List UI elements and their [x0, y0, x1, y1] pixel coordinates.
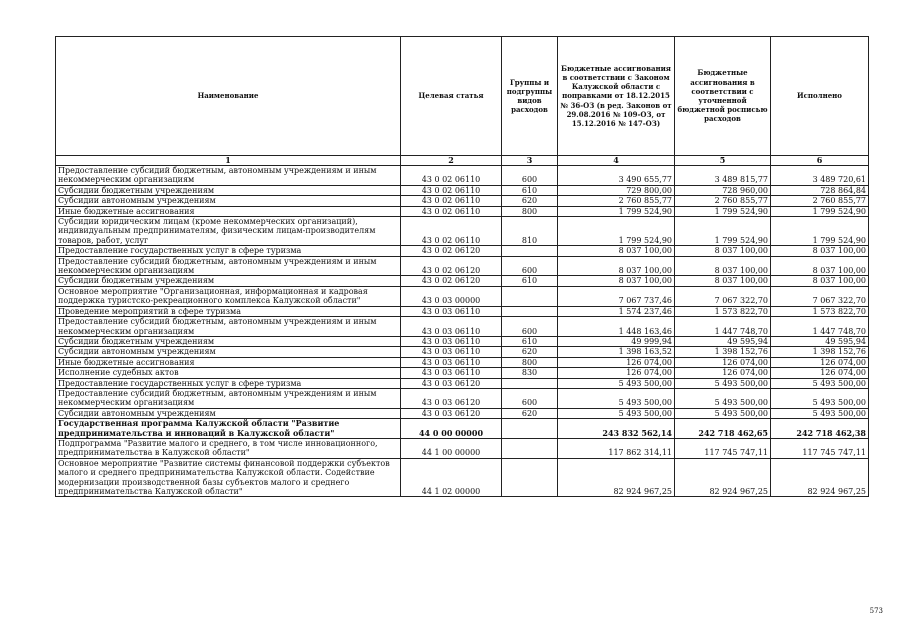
- row-schedule-amount: 117 745 747,11: [675, 438, 771, 458]
- row-name: Государственная программа Калужской области "Развитие предпринимательства и инноваций в Калужской области": [56, 419, 401, 439]
- row-target-code: 43 0 02 06110: [401, 196, 502, 206]
- row-target-code: 43 0 02 06110: [401, 206, 502, 216]
- row-target-code: 43 0 02 06110: [401, 166, 502, 186]
- row-schedule-amount: 1 573 822,70: [675, 306, 771, 316]
- row-target-code: 43 0 03 06110: [401, 357, 502, 367]
- table-row: [56, 317, 869, 337]
- row-name: Предоставление субсидий бюджетным, автономным учреждениям и иным некоммерческим организациям: [56, 256, 401, 276]
- budget-table: [55, 36, 869, 497]
- table-row: [56, 256, 869, 276]
- row-name: Основное мероприятие "Организационная, информационная и кадровая поддержка туристско-рекреационного комплекса Калужской области": [56, 286, 401, 306]
- page-number: 573: [869, 607, 883, 615]
- column-number: 6: [771, 156, 869, 166]
- row-schedule-amount: 8 037 100,00: [675, 276, 771, 286]
- row-expense-group: [502, 438, 558, 458]
- table-body: [56, 166, 869, 497]
- table-row: [56, 217, 869, 246]
- header-row: [56, 37, 869, 156]
- table-row: [56, 458, 869, 497]
- row-target-code: 43 0 03 06120: [401, 408, 502, 418]
- row-law-amount: 1 448 163,46: [558, 317, 675, 337]
- row-expense-group: [502, 458, 558, 497]
- row-name: Подпрограмма "Развитие малого и среднего, в том числе инновационного, предпринимательства в Калужской области": [56, 438, 401, 458]
- row-target-code: 43 0 03 06120: [401, 388, 502, 408]
- row-target-code: 44 1 02 00000: [401, 458, 502, 497]
- row-schedule-amount: 242 718 462,65: [675, 419, 771, 439]
- row-schedule-amount: 1 799 524,90: [675, 217, 771, 246]
- table-row: [56, 347, 869, 357]
- table-row: [56, 438, 869, 458]
- row-expense-group: 610: [502, 336, 558, 346]
- row-schedule-amount: 3 489 815,77: [675, 166, 771, 186]
- row-expense-group: 830: [502, 368, 558, 378]
- row-executed-amount: 1 799 524,90: [771, 206, 869, 216]
- row-expense-group: [502, 306, 558, 316]
- row-schedule-amount: 126 074,00: [675, 357, 771, 367]
- row-schedule-amount: 1 799 524,90: [675, 206, 771, 216]
- row-expense-group: 800: [502, 206, 558, 216]
- row-expense-group: 800: [502, 357, 558, 367]
- row-target-code: 43 0 02 06110: [401, 185, 502, 195]
- row-expense-group: [502, 286, 558, 306]
- table-row: [56, 357, 869, 367]
- row-target-code: 43 0 02 06110: [401, 217, 502, 246]
- table-row: [56, 166, 869, 186]
- row-schedule-amount: 5 493 500,00: [675, 408, 771, 418]
- row-executed-amount: 2 760 855,77: [771, 196, 869, 206]
- row-name: Предоставление субсидий бюджетным, автономным учреждениям и иным некоммерческим организациям: [56, 317, 401, 337]
- row-executed-amount: 1 799 524,90: [771, 217, 869, 246]
- row-law-amount: 5 493 500,00: [558, 388, 675, 408]
- row-expense-group: 620: [502, 196, 558, 206]
- row-schedule-amount: 1 398 152,76: [675, 347, 771, 357]
- column-number: 1: [56, 156, 401, 166]
- row-target-code: 43 0 03 06110: [401, 306, 502, 316]
- row-executed-amount: 1 398 152,76: [771, 347, 869, 357]
- table-row: [56, 286, 869, 306]
- row-name: Субсидии юридическим лицам (кроме некоммерческих организаций), индивидуальным предпринимателям, физическим лицам-производителям товаров, работ, услуг: [56, 217, 401, 246]
- row-target-code: 43 0 03 06110: [401, 336, 502, 346]
- header-name: Наименование: [56, 37, 401, 156]
- row-name: Основное мероприятие "Развитие системы финансовой поддержки субъектов малого и среднего предпринимательства Калужской области. Содействие модернизации производственной базы субъектов малого и среднего предпринимательства Калужской области": [56, 458, 401, 497]
- row-executed-amount: 49 595,94: [771, 336, 869, 346]
- row-schedule-amount: 8 037 100,00: [675, 246, 771, 256]
- row-law-amount: 8 037 100,00: [558, 256, 675, 276]
- row-target-code: 44 1 00 00000: [401, 438, 502, 458]
- row-law-amount: 126 074,00: [558, 357, 675, 367]
- header-executed: Исполнено: [771, 37, 869, 156]
- row-expense-group: 610: [502, 276, 558, 286]
- row-target-code: 43 0 02 06120: [401, 256, 502, 276]
- row-law-amount: 126 074,00: [558, 368, 675, 378]
- row-law-amount: 5 493 500,00: [558, 378, 675, 388]
- table-row: [56, 306, 869, 316]
- row-name: Субсидии автономным учреждениям: [56, 408, 401, 418]
- row-executed-amount: 117 745 747,11: [771, 438, 869, 458]
- row-law-amount: 1 574 237,46: [558, 306, 675, 316]
- row-name: Исполнение судебных актов: [56, 368, 401, 378]
- row-executed-amount: 1 573 822,70: [771, 306, 869, 316]
- table-row: [56, 185, 869, 195]
- row-executed-amount: 5 493 500,00: [771, 378, 869, 388]
- row-schedule-amount: 1 447 748,70: [675, 317, 771, 337]
- row-law-amount: 8 037 100,00: [558, 276, 675, 286]
- row-schedule-amount: 8 037 100,00: [675, 256, 771, 276]
- row-target-code: 43 0 03 06110: [401, 317, 502, 337]
- header-groups: Группы и подгруппы видов расходов: [502, 37, 558, 156]
- row-executed-amount: 8 037 100,00: [771, 256, 869, 276]
- row-expense-group: [502, 378, 558, 388]
- row-executed-amount: 8 037 100,00: [771, 276, 869, 286]
- row-target-code: 43 0 03 06110: [401, 347, 502, 357]
- row-executed-amount: 3 489 720,61: [771, 166, 869, 186]
- row-law-amount: 1 398 163,52: [558, 347, 675, 357]
- table-row: [56, 388, 869, 408]
- row-name: Субсидии бюджетным учреждениям: [56, 336, 401, 346]
- row-name: Иные бюджетные ассигнования: [56, 206, 401, 216]
- row-name: Предоставление государственных услуг в сфере туризма: [56, 378, 401, 388]
- row-executed-amount: 1 447 748,70: [771, 317, 869, 337]
- row-schedule-amount: 49 595,94: [675, 336, 771, 346]
- row-law-amount: 2 760 855,77: [558, 196, 675, 206]
- column-number-row: [56, 156, 869, 166]
- row-law-amount: 5 493 500,00: [558, 408, 675, 418]
- row-target-code: 43 0 03 06110: [401, 368, 502, 378]
- row-name: Субсидии автономным учреждениям: [56, 196, 401, 206]
- row-executed-amount: 82 924 967,25: [771, 458, 869, 497]
- row-law-amount: 49 999,94: [558, 336, 675, 346]
- row-target-code: 43 0 02 06120: [401, 246, 502, 256]
- row-schedule-amount: 7 067 322,70: [675, 286, 771, 306]
- row-expense-group: 600: [502, 256, 558, 276]
- column-number: 2: [401, 156, 502, 166]
- row-expense-group: 600: [502, 166, 558, 186]
- row-executed-amount: 5 493 500,00: [771, 408, 869, 418]
- row-target-code: 43 0 02 06120: [401, 276, 502, 286]
- row-law-amount: 243 832 562,14: [558, 419, 675, 439]
- table-row: [56, 246, 869, 256]
- row-schedule-amount: 82 924 967,25: [675, 458, 771, 497]
- row-schedule-amount: 728 960,00: [675, 185, 771, 195]
- row-expense-group: 810: [502, 217, 558, 246]
- row-law-amount: 117 862 314,11: [558, 438, 675, 458]
- row-law-amount: 1 799 524,90: [558, 206, 675, 216]
- row-executed-amount: 7 067 322,70: [771, 286, 869, 306]
- header-schedule: Бюджетные ассигнования в соответствии с уточненной бюджетной росписью расходов: [675, 37, 771, 156]
- row-executed-amount: 8 037 100,00: [771, 246, 869, 256]
- row-expense-group: 620: [502, 347, 558, 357]
- row-name: Иные бюджетные ассигнования: [56, 357, 401, 367]
- row-name: Проведение мероприятий в сфере туризма: [56, 306, 401, 316]
- table-row: [56, 206, 869, 216]
- row-executed-amount: 242 718 462,38: [771, 419, 869, 439]
- row-expense-group: [502, 419, 558, 439]
- row-expense-group: [502, 246, 558, 256]
- row-schedule-amount: 5 493 500,00: [675, 378, 771, 388]
- table-row: [56, 196, 869, 206]
- header-law: Бюджетные ассигнования в соответствии с Законом Калужской области с поправками от 18.12.2015 № 36-ОЗ (в ред. Законов от 29.08.2016 № 109-ОЗ, от 15.12.2016 № 147-ОЗ): [558, 37, 675, 156]
- row-name: Предоставление субсидий бюджетным, автономным учреждениям и иным некоммерческим организациям: [56, 388, 401, 408]
- row-expense-group: 620: [502, 408, 558, 418]
- row-name: Субсидии бюджетным учреждениям: [56, 185, 401, 195]
- row-executed-amount: 126 074,00: [771, 368, 869, 378]
- row-law-amount: 729 800,00: [558, 185, 675, 195]
- row-expense-group: 600: [502, 388, 558, 408]
- row-executed-amount: 728 864,84: [771, 185, 869, 195]
- budget-sheet: [55, 36, 868, 497]
- row-target-code: 44 0 00 00000: [401, 419, 502, 439]
- row-law-amount: 82 924 967,25: [558, 458, 675, 497]
- row-executed-amount: 126 074,00: [771, 357, 869, 367]
- row-target-code: 43 0 03 06120: [401, 378, 502, 388]
- column-number: 4: [558, 156, 675, 166]
- row-law-amount: 3 490 655,77: [558, 166, 675, 186]
- table-row: [56, 419, 869, 439]
- row-schedule-amount: 2 760 855,77: [675, 196, 771, 206]
- column-number: 3: [502, 156, 558, 166]
- table-row: [56, 368, 869, 378]
- column-number: 5: [675, 156, 771, 166]
- row-expense-group: 600: [502, 317, 558, 337]
- row-name: Субсидии автономным учреждениям: [56, 347, 401, 357]
- row-schedule-amount: 5 493 500,00: [675, 388, 771, 408]
- row-name: Предоставление субсидий бюджетным, автономным учреждениям и иным некоммерческим организациям: [56, 166, 401, 186]
- row-law-amount: 1 799 524,90: [558, 217, 675, 246]
- row-law-amount: 8 037 100,00: [558, 246, 675, 256]
- row-schedule-amount: 126 074,00: [675, 368, 771, 378]
- header-target: Целевая статья: [401, 37, 502, 156]
- row-expense-group: 610: [502, 185, 558, 195]
- table-row: [56, 336, 869, 346]
- row-target-code: 43 0 03 00000: [401, 286, 502, 306]
- row-name: Субсидии бюджетным учреждениям: [56, 276, 401, 286]
- row-executed-amount: 5 493 500,00: [771, 388, 869, 408]
- table-row: [56, 408, 869, 418]
- table-row: [56, 276, 869, 286]
- row-law-amount: 7 067 737,46: [558, 286, 675, 306]
- row-name: Предоставление государственных услуг в сфере туризма: [56, 246, 401, 256]
- table-row: [56, 378, 869, 388]
